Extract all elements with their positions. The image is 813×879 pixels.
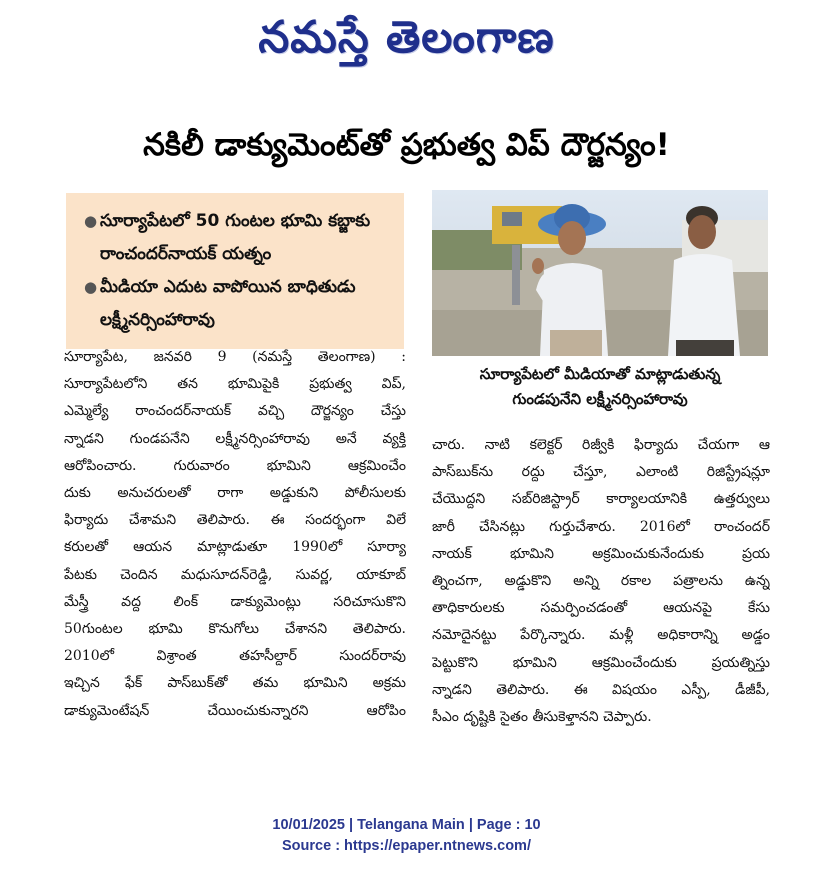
body-line: సూర్యాపేట, జనవరి 9 (నమస్తే తెలంగాణ) : xyxy=(64,349,406,365)
body-line: 50గుంటల భూమి కొనుగోలు చేశానని తెలిపారు. xyxy=(64,621,406,638)
photo-illustration xyxy=(432,190,768,356)
newspaper-title: నమస్తే తెలంగాణ xyxy=(258,12,555,63)
article-body-left xyxy=(64,344,406,725)
body-line: డాక్యుమెంటేషన్ చేయించుకున్నారని ఆరోపిం xyxy=(64,702,406,719)
footer-date-edition: 10/01/2025 | Telangana Main | Page : 10 xyxy=(272,817,541,833)
highlight-text: సూర్యాపేటలో 50 గుంటల భూమి కబ్జాకు రాంచందర్‌నాయక్ యత్నం xyxy=(100,211,371,264)
masthead xyxy=(0,8,813,78)
body-line: పెట్టుకొని భూమిని ఆక్రమించేందుకు ప్రయత్నిస్తు xyxy=(432,654,770,671)
highlight-item xyxy=(84,205,392,271)
bullet-icon: ● xyxy=(84,212,98,230)
caption-line: సూర్యాపేటలో మీడియాతో మాట్లాడుతున్న xyxy=(479,365,721,383)
body-line: మేస్త్రీ వద్ద లింక్ డాక్యుమెంట్లు సరిచూసుకొని xyxy=(64,593,406,610)
body-line: న్నాడని గుండపనేని లక్ష్మీనర్సింహారావు అనే వ్యక్తి xyxy=(64,430,406,447)
body-line: ఇచ్చిన ఫేక్ పాస్‌బుక్‌తో తమ భూమిని అక్రమ xyxy=(64,675,406,692)
highlight-text: మీడియా ఎదుట వాపోయిన బాధితుడు లక్ష్మీనర్సింహారావు xyxy=(100,277,356,330)
body-line: త్నించగా, అడ్డుకొని అన్ని రకాల పత్రాలను ఉన్న xyxy=(432,573,770,590)
body-line: తాధికారులకు సమర్పించడంతో ఆయనపై కేసు xyxy=(432,600,770,617)
body-line: నాయక్ భూమిని అక్రమించుకునేందుకు ప్రయ xyxy=(432,545,770,562)
news-photo xyxy=(432,190,768,356)
body-line: చారు. నాటి కలెక్టర్ రిజ్వీకి ఫిర్యాదు చేయగా ఆ xyxy=(432,437,770,453)
body-line: చేయొద్దని సబ్‌రిజిస్ట్రార్ కార్యాలయానికి ఉత్తర్వులు xyxy=(432,491,770,508)
body-line: ఎమ్మెల్యే రాంచందర్‌నాయక్ వచ్చి దౌర్జన్యం చేస్తు xyxy=(64,403,406,420)
body-line: కరులతో ఆయన మాట్లాడుతూ 1990లో సూర్యా xyxy=(64,539,406,556)
article-headline: నకిలీ డాక్యుమెంట్‌తో ప్రభుత్వ విప్ దౌర్జన్యం! xyxy=(143,126,670,163)
body-line: ఆరోపించారు. గురువారం భూమిని ఆక్రమించేం xyxy=(64,457,406,474)
highlight-item xyxy=(84,271,392,337)
body-line: ఫిర్యాదు చేశామని తెలిపారు. ఈ సందర్భంగా విలే xyxy=(64,512,406,529)
page-footer xyxy=(0,815,813,857)
body-line: పేటకు చెందిన మధుసూదన్‌రెడ్డి, సువర్ణ, యాకూబ్ xyxy=(64,566,406,583)
body-line: సీఎం దృష్టికి సైతం తీసుకెళ్తానని చెప్పారు. xyxy=(432,709,652,726)
footer-source-link[interactable]: Source : https://epaper.ntnews.com/ xyxy=(282,838,531,854)
body-line: సూర్యాపేటలోని తన భూమిపైకి ప్రభుత్వ విప్, xyxy=(64,376,406,393)
body-line: పాస్‌బుక్‌ను రద్దు చేస్తూ, ఎలాంటి రిజిస్ట్రేషన్లూ xyxy=(432,464,770,481)
highlights-box xyxy=(66,193,404,349)
body-line: నమోదైనట్టు పేర్కొన్నారు. మళ్లీ అధికారాన్ని అడ్డం xyxy=(432,627,770,644)
body-line: న్నాడని తెలిపారు. ఈ విషయం ఎస్పీ, డీజీపీ, xyxy=(432,681,770,698)
article-body-right xyxy=(432,432,770,731)
body-line: 2010లో విశ్రాంత తహసీల్దార్ సుందర్‌రావు xyxy=(64,648,406,665)
photo-caption xyxy=(432,362,768,420)
body-line: జారీ చేసినట్లు గుర్తుచేశారు. 2016లో రాంచందర్ xyxy=(432,518,770,535)
bullet-icon: ● xyxy=(84,278,98,296)
caption-line: గుండపునేని లక్ష్మీనర్సింహారావు xyxy=(512,390,688,408)
body-line: దుకు అనుచరులతో రాగా అడ్డుకుని పోలీసులకు xyxy=(64,485,406,502)
